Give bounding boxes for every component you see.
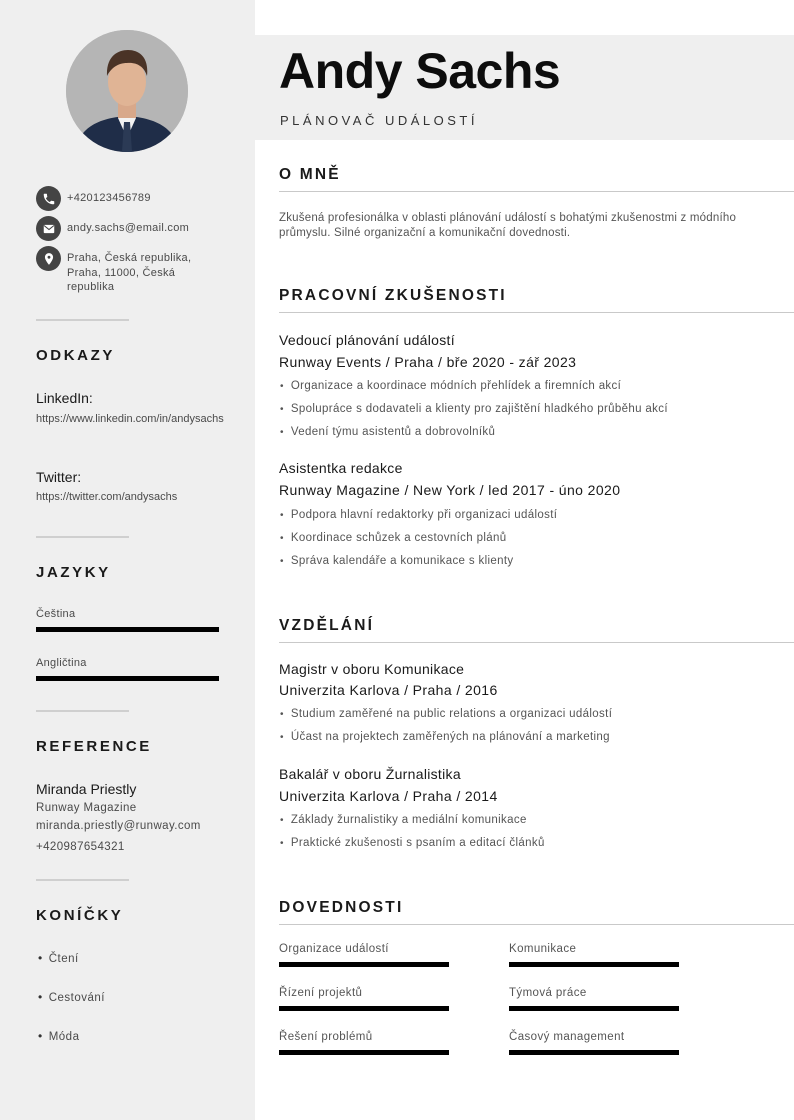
sidebar-divider xyxy=(36,536,129,538)
skill-level-bar xyxy=(279,962,449,967)
degree-title: Magistr v oboru Komunikace xyxy=(279,661,465,677)
twitter-label: Twitter: xyxy=(36,469,82,485)
language-level-bar xyxy=(36,676,219,681)
reference-heading: REFERENCE xyxy=(36,738,152,755)
hobby-item: • Cestování xyxy=(38,990,105,1004)
education-bullet: • Praktické zkušenosti s psaním a editací článků xyxy=(280,837,545,849)
job-bullet: • Správa kalendáře a komunikace s klienty xyxy=(280,555,514,567)
language-level-bar xyxy=(36,627,219,632)
section-rule xyxy=(279,191,794,192)
skill-name: Řešení problémů xyxy=(279,1031,373,1043)
skill-level-bar xyxy=(509,1006,679,1011)
links-heading: ODKAZY xyxy=(36,347,115,364)
about-heading: O MNĚ xyxy=(279,166,341,183)
education-bullet: • Základy žurnalistiky a mediální komunikace xyxy=(280,814,527,826)
linkedin-label: LinkedIn: xyxy=(36,390,93,406)
contact-address-text: Praha, Česká republika, Praha, 11000, Česká republika xyxy=(67,252,192,293)
reference-name: Miranda Priestly xyxy=(36,781,137,797)
skill-level-bar xyxy=(509,962,679,967)
skill-name: Komunikace xyxy=(509,943,577,955)
language-name: Čeština xyxy=(36,608,76,620)
profile-photo xyxy=(66,30,188,152)
job-title: Vedoucí plánování událostí xyxy=(279,332,455,348)
twitter-link[interactable]: https://twitter.com/andysachs xyxy=(36,491,178,503)
degree-school-year: Univerzita Karlova / Praha / 2014 xyxy=(279,788,498,804)
job-company-dates: Runway Magazine / New York / led 2017 - úno 2020 xyxy=(279,482,621,498)
job-bullet: • Koordinace schůzek a cestovních plánů xyxy=(280,532,507,544)
degree-title: Bakalář v oboru Žurnalistika xyxy=(279,766,461,782)
location-pin-icon xyxy=(36,246,61,271)
skill-level-bar xyxy=(279,1050,449,1055)
contact-address xyxy=(36,246,212,295)
degree-school-year: Univerzita Karlova / Praha / 2016 xyxy=(279,682,498,698)
candidate-name: Andy Sachs xyxy=(279,43,561,99)
hobbies-heading: KONÍČKY xyxy=(36,907,124,924)
hobby-item: • Móda xyxy=(38,1029,80,1043)
job-company-dates: Runway Events / Praha / bře 2020 - zář 2023 xyxy=(279,354,577,370)
section-rule xyxy=(279,312,794,313)
job-bullet: • Vedení týmu asistentů a dobrovolníků xyxy=(280,426,496,438)
candidate-role: PLÁNOVAČ UDÁLOSTÍ xyxy=(280,113,478,128)
skill-name: Časový management xyxy=(509,1031,625,1043)
skill-name: Řízení projektů xyxy=(279,987,363,999)
linkedin-link[interactable]: https://www.linkedin.com/in/andysachs xyxy=(36,413,224,425)
experience-heading: PRACOVNÍ ZKUŠENOSTI xyxy=(279,287,507,304)
skill-name: Týmová práce xyxy=(509,987,587,999)
skill-level-bar xyxy=(279,1006,449,1011)
sidebar-divider xyxy=(36,879,129,881)
language-name: Angličtina xyxy=(36,657,87,669)
section-rule xyxy=(279,642,794,643)
reference-email[interactable]: miranda.priestly@runway.com xyxy=(36,820,201,832)
skill-name: Organizace událostí xyxy=(279,943,389,955)
contact-email-text[interactable]: andy.sachs@email.com xyxy=(67,222,190,234)
job-bullet: • Podpora hlavní redaktorky při organizaci událostí xyxy=(280,509,558,521)
reference-company: Runway Magazine xyxy=(36,802,137,814)
skills-heading: DOVEDNOSTI xyxy=(279,899,404,916)
phone-icon xyxy=(36,186,61,211)
sidebar-divider xyxy=(36,319,129,321)
education-heading: VZDĚLÁNÍ xyxy=(279,617,375,634)
job-bullet: • Spolupráce s dodavateli a klienty pro zajištění hladkého průběhu akcí xyxy=(280,403,668,415)
contact-email xyxy=(36,216,217,241)
education-bullet: • Účast na projektech zaměřených na plánování a marketing xyxy=(280,731,610,743)
job-bullet: • Organizace a koordinace módních přehlídek a firemních akcí xyxy=(280,380,622,392)
skill-level-bar xyxy=(509,1050,679,1055)
hobby-item: • Čtení xyxy=(38,951,79,965)
languages-heading: JAZYKY xyxy=(36,564,111,581)
envelope-icon xyxy=(36,216,61,241)
about-text: Zkušená profesionálka v oblasti plánování událostí s bohatými zkušenostmi z módního průmyslu. Silné organizační a komunikační dovednosti. xyxy=(279,212,737,239)
section-rule xyxy=(279,924,794,925)
contact-phone xyxy=(36,186,217,211)
contact-phone-text: +420123456789 xyxy=(67,192,151,204)
reference-phone: +420987654321 xyxy=(36,841,125,853)
education-bullet: • Studium zaměřené na public relations a organizaci událostí xyxy=(280,708,613,720)
job-title: Asistentka redakce xyxy=(279,460,403,476)
sidebar-divider xyxy=(36,710,129,712)
